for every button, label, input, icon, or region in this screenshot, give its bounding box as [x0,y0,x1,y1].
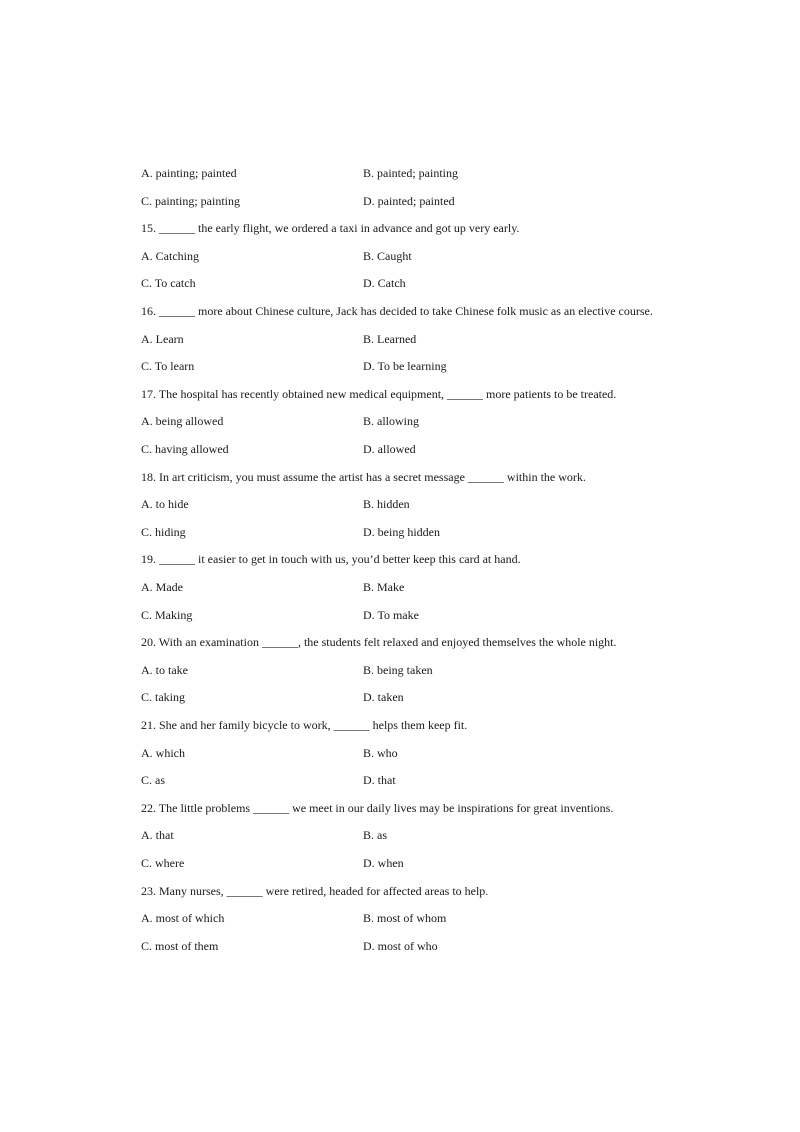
option-right: B. hidden [363,497,410,511]
option-right: B. as [363,828,387,842]
option-right: B. Caught [363,249,412,263]
option-right: B. allowing [363,414,419,428]
option-right: D. being hidden [363,525,440,539]
question-text: 23. Many nurses, ______ were retired, headed for affected areas to help. [141,884,489,898]
option-left: A. Made [141,580,183,594]
option-left: C. painting; painting [141,194,240,208]
question-text: 17. The hospital has recently obtained new medical equipment, ______ more patients to be treated. [141,387,617,401]
option-left: A. Learn [141,332,184,346]
option-left: C. as [141,773,165,787]
option-right: D. most of who [363,939,438,953]
option-right: D. when [363,856,404,870]
option-left: C. To learn [141,359,195,373]
option-right: B. painted; painting [363,166,458,180]
option-left: A. most of which [141,911,225,925]
option-right: B. most of whom [363,911,447,925]
option-left: A. painting; painted [141,166,237,180]
option-right: B. being taken [363,663,433,677]
option-left: A. to take [141,663,188,677]
option-left: A. to hide [141,497,189,511]
question-text: 22. The little problems ______ we meet in our daily lives may be inspirations for great inventions. [141,801,614,815]
option-left: C. most of them [141,939,219,953]
question-text: 19. ______ it easier to get in touch with us, you’d better keep this card at hand. [141,552,521,566]
option-left: C. Making [141,608,193,622]
question-text: 16. ______ more about Chinese culture, Jack has decided to take Chinese folk music as an elective course. [141,304,653,318]
option-right: B. Make [363,580,405,594]
question-text: 21. She and her family bicycle to work, ______ helps them keep fit. [141,718,468,732]
option-right: D. allowed [363,442,416,456]
option-right: D. painted; painted [363,194,455,208]
option-left: A. which [141,746,185,760]
question-text: 15. ______ the early flight, we ordered a taxi in advance and got up very early. [141,221,520,235]
option-left: A. Catching [141,249,199,263]
option-right: D. taken [363,690,404,704]
question-text: 18. In art criticism, you must assume the artist has a secret message ______ within the work. [141,470,586,484]
option-left: C. having allowed [141,442,229,456]
option-left: A. that [141,828,174,842]
option-right: B. who [363,746,398,760]
question-text: 20. With an examination ______, the students felt relaxed and enjoyed themselves the whole night. [141,635,617,649]
option-right: B. Learned [363,332,417,346]
option-left: C. hiding [141,525,186,539]
option-right: D. To be learning [363,359,447,373]
option-left: C. To catch [141,276,196,290]
option-left: C. where [141,856,185,870]
option-left: A. being allowed [141,414,224,428]
option-right: D. Catch [363,276,406,290]
option-right: D. To make [363,608,419,622]
option-left: C. taking [141,690,185,704]
option-right: D. that [363,773,396,787]
